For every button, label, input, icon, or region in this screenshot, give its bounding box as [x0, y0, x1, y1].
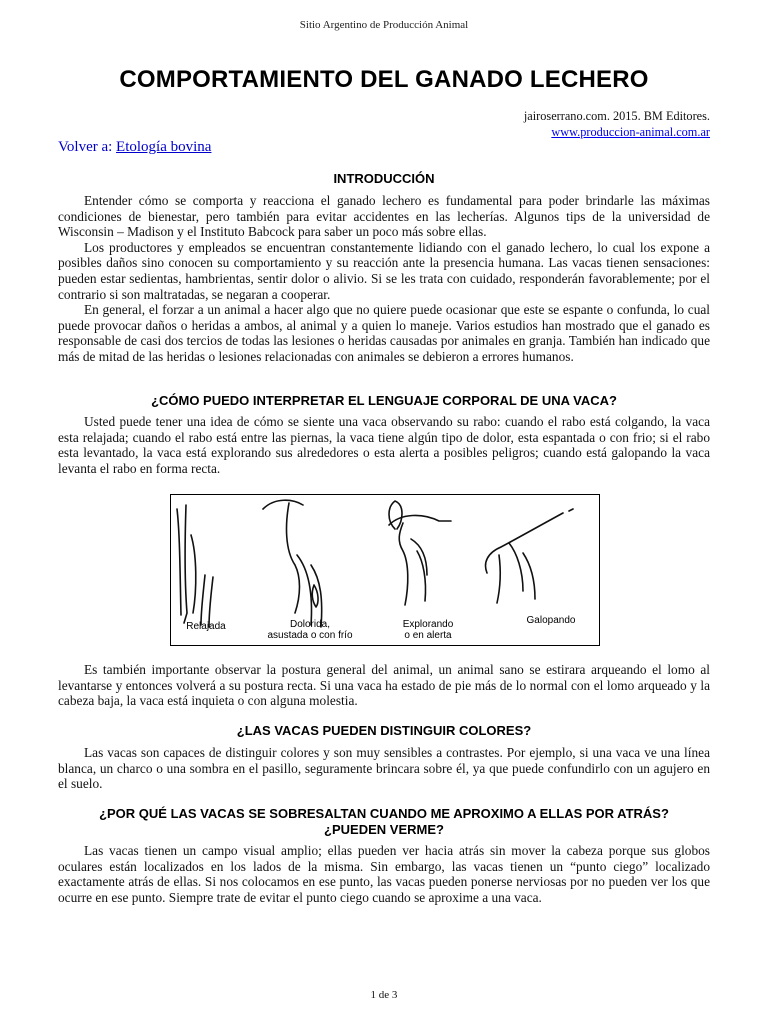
paragraph: Las vacas tienen un campo visual amplio; ellas pueden ver hacia atrás sin mover la cabeza porque sus globos oculares están localizados en los lados de la misma. Sin embargo, las vacas tienen un “punto ciego” localizado exactamente atrás de ellas. Si nos colocamos en ese punto, las vacas pueden ponerse nerviosas por no pueden ver los que ocurre en ese punto. Siempre trate de evitar el punto ciego cuando se aproxime a una vaca. [58, 843, 710, 905]
credit-link[interactable]: www.produccion-animal.com.ar [551, 125, 710, 139]
page-header: Sitio Argentino de Producción Animal [299, 19, 469, 31]
credit-source: jairoserrano.com. 2015. BM Editores. [523, 109, 710, 123]
section-heading-blind-spot [58, 806, 710, 838]
section-body-language-after-figure [58, 662, 710, 709]
back-nav [58, 139, 211, 156]
paragraph: Las vacas son capaces de distinguir colores y son muy sensibles a contrastes. Por ejemplo, si una vaca ve una línea blanca, un charco o una sombra en el pasillo, seguramente brincara sobre él, ya que puede confundirlo con un agujero en el suelo. [58, 745, 710, 792]
caption-pain [255, 619, 365, 641]
section-body-language-body [58, 414, 710, 476]
caption-line: asustada o con frío [267, 630, 353, 641]
section-blind-spot-body [58, 843, 710, 905]
back-prefix: Volver a: [58, 139, 113, 155]
section-heading-colors: ¿LAS VACAS PUEDEN DISTINGUIR COLORES? [236, 723, 532, 738]
tail-positions-figure [170, 494, 600, 646]
paragraph: Usted puede tener una idea de cómo se siente una vaca observando su rabo: cuando el rabo está colgando, la vaca esta relajada; cuando el rabo está entre las piernas, la vaca tiene algún tipo de dolor, esta espantada o con frio; si el rabo esta levantado, la vaca está explorando sus alrededores o esta alerta a posibles peligros; cuando está galopando la vaca levanta el rabo en forma recta. [58, 414, 710, 476]
paragraph: Entender cómo se comporta y reacciona el ganado lechero es fundamental para poder brindarle las máximas condiciones de bienestar, pero también para evitar accidentes en las lecherías. Algunos tips de la universidad de Wisconsin – Madison y el Instituto Babcock para saber un poco más sobre ellas. [58, 193, 710, 240]
caption-line: Dolorida, [289, 619, 331, 630]
credit-block [524, 108, 710, 140]
heading-line: ¿PUEDEN VERME? [324, 822, 444, 837]
section-heading-intro: INTRODUCCIÓN [333, 171, 435, 186]
caption-line: Galopando [526, 615, 576, 626]
page-number: 1 de 3 [370, 989, 398, 1001]
back-link[interactable]: Etología bovina [116, 139, 212, 155]
paragraph: Es también importante observar la postura general del animal, un animal sano se estirara arqueando el lomo al levantarse y entonces volverá a su postura recta. Si una vaca ha estado de pie más de lo normal con el lomo arqueado y la cabeza baja, la vaca está inquieta o con alguna molestia. [58, 662, 710, 709]
caption-relaxed [175, 621, 237, 632]
paragraph: Los productores y empleados se encuentran constantemente lidiando con el ganado lechero, lo cual los expone a posibles daños sino conocen su comportamiento y su reacción ante la presencia humana. Las vacas tienen sensaciones: pueden estar sedientas, hambrientas, sentir dolor o alivio. Si se les trata con cuidado, responderán favorablemente; por el contrario si son maltratadas, se negaran a cooperar. [58, 239, 710, 302]
section-colors-body [58, 745, 710, 792]
heading-line: ¿POR QUÉ LAS VACAS SE SOBRESALTAN CUANDO ME APROXIMO A ELLAS POR ATRÁS? [99, 806, 669, 821]
caption-line: Explorando [402, 619, 454, 630]
caption-line: Relajada [186, 621, 226, 632]
caption-exploring [383, 619, 473, 641]
document-title: COMPORTAMIENTO DEL GANADO LECHERO [119, 66, 649, 93]
section-intro-body [58, 193, 710, 365]
paragraph: En general, el forzar a un animal a hacer algo que no quiere puede ocasionar que este se espante o confunda, lo cual puede provocar daños o heridas a ambos, al animal y a quien lo maneje. Varios estudios han mostrado que el ganado es responsable de casi dos tercios de todas las lesiones o heridas causadas por animales en granja. También han indicado que más de mitad de las heridas o lesiones relacionadas con animales se debieron a errores humanos. [58, 302, 710, 364]
section-heading-body-language: ¿CÓMO PUEDO INTERPRETAR EL LENGUAJE CORPORAL DE UNA VACA? [151, 393, 617, 408]
caption-galloping [511, 615, 591, 626]
caption-line: o en alerta [404, 630, 452, 641]
